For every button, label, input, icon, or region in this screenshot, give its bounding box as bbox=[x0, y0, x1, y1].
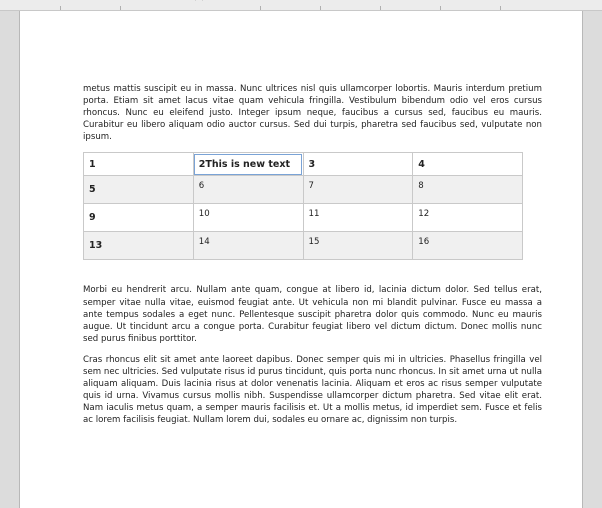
document-page[interactable] bbox=[19, 11, 583, 508]
ruler-tick bbox=[60, 6, 61, 10]
right-gutter bbox=[583, 11, 602, 508]
ruler-tick bbox=[380, 6, 381, 10]
table-cell[interactable]: 12 bbox=[413, 204, 523, 232]
table-row bbox=[84, 204, 523, 232]
ruler-tick bbox=[260, 6, 261, 10]
table-row bbox=[84, 153, 523, 176]
horizontal-ruler bbox=[0, 0, 602, 11]
table-row bbox=[84, 176, 523, 204]
paragraph-1[interactable]: metus mattis suscipit eu in massa. Nunc ultrices nisl quis ullamcorper lobortis. Mauris interdum pretium porta. Etiam sit amet lacus vitae quam vehicula fringilla. Vestibulum bibendum odio vel eros cursus rhoncus. Nunc eu eleifend justo. Integer ipsum neque, faucibus a cursus sed, faucibus eu mauris. Curabitur eu libero aliquam odio auctor cursus. Sed dui turpis, pharetra sed faucibus sed, vulputate non ipsum. bbox=[83, 84, 542, 143]
table-cell[interactable]: 7 bbox=[303, 176, 413, 204]
table-cell-selected[interactable]: 2This is new text bbox=[193, 153, 303, 176]
ruler-tick bbox=[500, 6, 501, 10]
table-row bbox=[84, 232, 523, 260]
document-table[interactable] bbox=[83, 152, 523, 260]
table-cell[interactable]: 13 bbox=[84, 232, 194, 260]
indent-marker-icon[interactable]: ⌒ bbox=[195, 0, 203, 8]
document-body[interactable] bbox=[83, 83, 542, 436]
table-cell[interactable]: 3 bbox=[303, 153, 413, 176]
ruler-tick bbox=[320, 6, 321, 10]
table-cell[interactable]: 15 bbox=[303, 232, 413, 260]
ruler-tick bbox=[120, 6, 121, 10]
table-cell[interactable]: 11 bbox=[303, 204, 413, 232]
table-cell[interactable]: 10 bbox=[193, 204, 303, 232]
paragraph-2[interactable]: Morbi eu hendrerit arcu. Nullam ante quam, congue at libero id, lacinia dictum dolor. Sed tellus erat, semper vitae nulla vitae, euismod feugiat ante. Ut vehicula non mi blandit pulvinar. Fusce eu massa a ante tempus sodales a eget nunc. Pellentesque suscipit pharetra dolor quis commodo. Nunc eu mauris augue. Ut tincidunt arcu a congue porta. Curabitur feugiat libero vel dictum dictum. Donec mollis nunc sed purus finibus porttitor. bbox=[83, 285, 542, 344]
table-cell[interactable]: 5 bbox=[84, 176, 194, 204]
table-cell[interactable]: 16 bbox=[413, 232, 523, 260]
table-cell[interactable]: 14 bbox=[193, 232, 303, 260]
table-cell[interactable]: 1 bbox=[84, 153, 194, 176]
ruler-tick bbox=[440, 6, 441, 10]
table-cell[interactable]: 4 bbox=[413, 153, 523, 176]
table-cell[interactable]: 6 bbox=[193, 176, 303, 204]
table-cell[interactable]: 9 bbox=[84, 204, 194, 232]
table-cell[interactable]: 8 bbox=[413, 176, 523, 204]
paragraph-3[interactable]: Cras rhoncus elit sit amet ante laoreet dapibus. Donec semper quis mi in ultricies. Phasellus fringilla vel sem nec ultricies. Sed vulputate risus id purus tincidunt, quis porta nunc rhoncus. In sit amet urna ut nulla aliquam aliquam. Duis lacinia risus at dolor venenatis lacinia. Aliquam et eros ac risus semper vulputate quis id urna. Vivamus cursus mollis nibh. Suspendisse ullamcorper dictum pharetra. Sed vitae elit erat. Nam iaculis metus quam, a semper mauris facilisis et. Ut a mollis metus, id imperdiet sem. Fusce et felis ac lorem facilisis feugiat. Nullam lorem dui, sodales eu ornare ac, dignissim non turpis. bbox=[83, 354, 542, 426]
